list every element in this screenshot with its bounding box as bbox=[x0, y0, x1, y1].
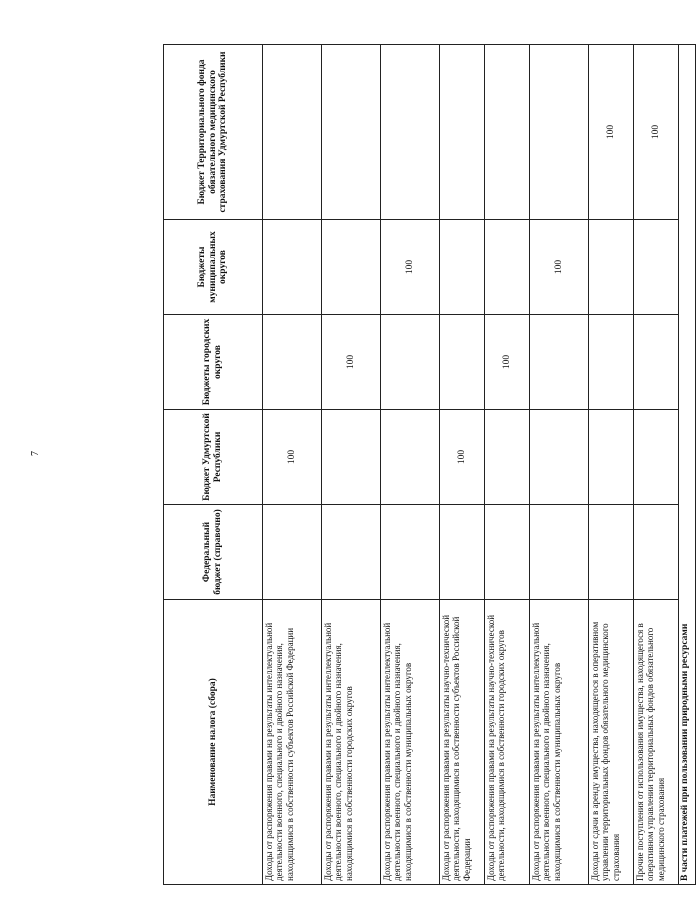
column-header-municipal-districts: Бюджеты муниципальных округов bbox=[164, 220, 263, 315]
row-name: Доходы от распоряжения правами на результаты интеллектуальной деятельности военного, специального и двойного назначения, находящимися в собственности муниципальных округов bbox=[381, 600, 440, 885]
column-header-federal: Федеральный бюджет (справочно) bbox=[164, 505, 263, 600]
row-name: Доходы от распоряжения правами на результаты научно-технической деятельности, находящимися в собственности субъектов Российской Федерации bbox=[440, 600, 485, 885]
cell-city-districts: 100 bbox=[485, 315, 530, 410]
cell-municipal-districts bbox=[485, 220, 530, 315]
cell-federal bbox=[485, 505, 530, 600]
cell-city-districts: 100 bbox=[322, 315, 381, 410]
column-header-medical-insurance-fund: Бюджет Территориального фонда обязательного медицинского страхования Удмуртской Республики bbox=[164, 45, 263, 220]
section-heading-row bbox=[679, 45, 696, 885]
table-row bbox=[589, 45, 634, 885]
table-row bbox=[530, 45, 589, 885]
cell-city-districts bbox=[634, 315, 679, 410]
header-row bbox=[164, 45, 263, 885]
cell-federal bbox=[381, 505, 440, 600]
cell-republic: 100 bbox=[440, 410, 485, 505]
cell-federal bbox=[440, 505, 485, 600]
cell-medical-fund: 100 bbox=[589, 45, 634, 220]
table-row bbox=[263, 45, 322, 885]
cell-federal bbox=[589, 505, 634, 600]
cell-republic: 100 bbox=[263, 410, 322, 505]
cell-city-districts bbox=[263, 315, 322, 410]
page-number: 7 bbox=[30, 451, 41, 456]
cell-municipal-districts bbox=[263, 220, 322, 315]
row-name: Доходы от распоряжения правами на результаты интеллектуальной деятельности военного, специального и двойного назначения, находящимися в собственности субъектов Российской Федерации bbox=[263, 600, 322, 885]
cell-republic bbox=[589, 410, 634, 505]
cell-city-districts bbox=[589, 315, 634, 410]
table-row bbox=[381, 45, 440, 885]
cell-medical-fund bbox=[322, 45, 381, 220]
cell-republic bbox=[485, 410, 530, 505]
cell-municipal-districts bbox=[440, 220, 485, 315]
cell-federal bbox=[530, 505, 589, 600]
section-heading: В части платежей при пользовании природными ресурсами bbox=[679, 45, 696, 885]
row-name: Доходы от сдачи в аренду имущества, находящегося в оперативном управлении территориальных фондов обязательного медицинского страхования bbox=[589, 600, 634, 885]
rotated-table-wrapper bbox=[163, 45, 690, 885]
cell-federal bbox=[634, 505, 679, 600]
cell-municipal-districts bbox=[322, 220, 381, 315]
cell-city-districts bbox=[381, 315, 440, 410]
row-name: Прочие поступления от использования имущества, находящегося в оперативном управлении территориальных фондов обязательного медицинского страхования bbox=[634, 600, 679, 885]
cell-medical-fund bbox=[440, 45, 485, 220]
cell-city-districts bbox=[530, 315, 589, 410]
row-name: Доходы от распоряжения правами на результаты научно-технической деятельности, находящимися в собственности городских округов bbox=[485, 600, 530, 885]
row-name: Доходы от распоряжения правами на результаты интеллектуальной деятельности военного, специального и двойного назначения, находящимися в собственности муниципальных округов bbox=[530, 600, 589, 885]
cell-medical-fund bbox=[263, 45, 322, 220]
cell-medical-fund bbox=[381, 45, 440, 220]
cell-municipal-districts bbox=[589, 220, 634, 315]
cell-municipal-districts: 100 bbox=[530, 220, 589, 315]
cell-municipal-districts bbox=[634, 220, 679, 315]
row-name: Доходы от распоряжения правами на результаты интеллектуальной деятельности военного, специального и двойного назначения, находящимися в собственности городских округов bbox=[322, 600, 381, 885]
cell-republic bbox=[322, 410, 381, 505]
cell-medical-fund bbox=[485, 45, 530, 220]
cell-medical-fund: 100 bbox=[634, 45, 679, 220]
cell-republic bbox=[634, 410, 679, 505]
revenue-distribution-table bbox=[163, 44, 696, 885]
table-row bbox=[634, 45, 679, 885]
cell-city-districts bbox=[440, 315, 485, 410]
column-header-republic: Бюджет Удмуртской Республики bbox=[164, 410, 263, 505]
cell-medical-fund bbox=[530, 45, 589, 220]
table-row bbox=[322, 45, 381, 885]
table-row bbox=[440, 45, 485, 885]
cell-federal bbox=[322, 505, 381, 600]
column-header-name: Наименование налога (сбора) bbox=[164, 600, 263, 885]
table-row bbox=[485, 45, 530, 885]
cell-municipal-districts: 100 bbox=[381, 220, 440, 315]
cell-republic bbox=[381, 410, 440, 505]
column-header-city-districts: Бюджеты городских округов bbox=[164, 315, 263, 410]
cell-federal bbox=[263, 505, 322, 600]
cell-republic bbox=[530, 410, 589, 505]
